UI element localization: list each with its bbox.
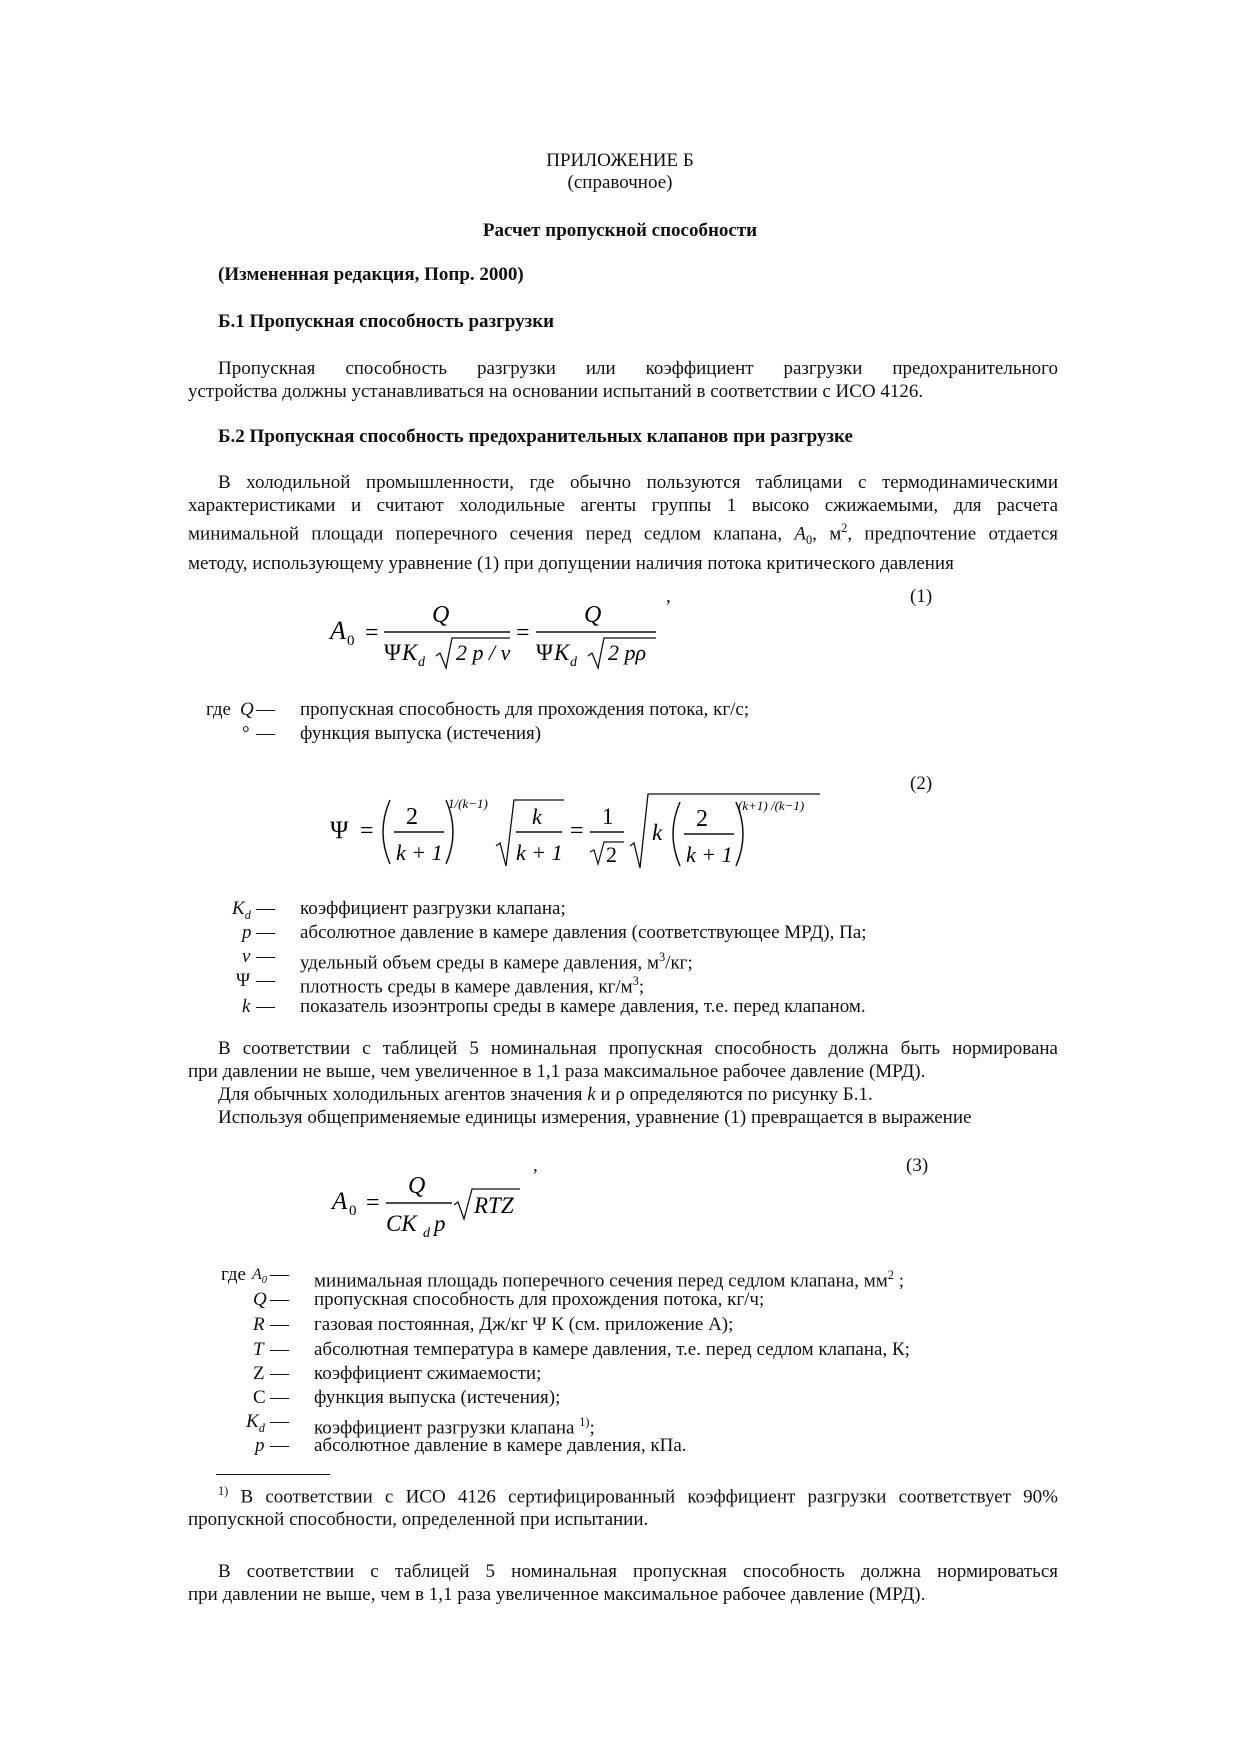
eq2-kp1-3: k + 1 bbox=[686, 842, 733, 867]
b2-line-3: минимальной площади поперечного сечения перед седлом клапана, $A_0$, $м^2$, предпочтение отдается bbox=[188, 521, 1058, 548]
def1-row-q: где Q — пропускная способность для прохождения потока, кг/с; bbox=[206, 699, 750, 720]
eq2-two-1: 2 bbox=[406, 804, 418, 830]
eq1-num-2: Q bbox=[584, 602, 602, 628]
b1-line-2: устройства должны устанавливаться на основании испытаний в соответствии с ИСО 4126. bbox=[188, 381, 924, 402]
eq2-sqrt2: 2 bbox=[606, 842, 617, 867]
def1-row-psi: ° — функция выпуска (истечения) bbox=[242, 723, 542, 744]
mid-p1-line-1: В соответствии с таблицей 5 номинальная пропускная способность должна быть нормирована bbox=[218, 1038, 1058, 1059]
eq2-eq-1: = bbox=[360, 818, 374, 844]
def3-row-z: Z — коэффициент сжимаемости; bbox=[253, 1363, 542, 1384]
eq2-exp-2: (k+1) /(k−1) bbox=[738, 798, 805, 813]
eq1-psi-2: Ψ bbox=[536, 640, 553, 665]
mid-p1-line-2: при давлении не выше, чем увеличенное в 1,1 раза максимальное рабочее давление (МРД). bbox=[188, 1061, 926, 1082]
def2-row-k: k — показатель изоэнтропы среды в камере давления, т.е. перед клапаном. bbox=[242, 996, 866, 1017]
eq1-k-2: K bbox=[554, 640, 570, 665]
footnote bbox=[188, 1480, 1058, 1531]
appendix-title: Расчет пропускной способности bbox=[482, 220, 758, 241]
eq1-comma: , bbox=[666, 586, 671, 607]
eq2-two-2: 2 bbox=[696, 806, 708, 832]
eq3-number: (3) bbox=[906, 1155, 929, 1176]
eq2-lhs: Ψ bbox=[330, 817, 349, 844]
eq2-kp1-2: k + 1 bbox=[516, 840, 563, 865]
section-b2-heading: Б.2 Пропускная способность предохранительных клапанов при разгрузке bbox=[218, 426, 853, 447]
def3-row-a0: где $A_0$ — минимальная площадь поперечного сечения перед седлом клапана, $мм^2$ ; bbox=[221, 1264, 904, 1292]
def3-row-t: T — абсолютная температура в камере давления, т.е. перед седлом клапана, К; bbox=[253, 1339, 910, 1360]
mid-p2: Для обычных холодильных агентов значения k и ρ определяются по рисунку Б.1. bbox=[218, 1084, 873, 1105]
revision-note: (Измененная редакция, Попр. 2000) bbox=[218, 264, 524, 285]
eq1-k-1: K bbox=[402, 640, 418, 665]
def3-row-r: R — газовая постоянная, Дж/кг Ψ К (см. приложение А); bbox=[253, 1314, 734, 1335]
eq1-eq-2: = bbox=[516, 620, 530, 646]
eq3-den: CK bbox=[386, 1211, 417, 1236]
appendix-note: (справочное) bbox=[567, 172, 673, 193]
def2-row-kd: $K_d$ — коэффициент разгрузки клапана; bbox=[232, 898, 566, 922]
eq1-d-1: d bbox=[418, 655, 425, 670]
eq2-lparen-1 bbox=[383, 800, 390, 864]
eq3-eq: = bbox=[366, 1190, 380, 1216]
middle-paragraphs bbox=[188, 1037, 1058, 1129]
b1-line-1: Пропускная способность разгрузки или коэффициент разгрузки предохранительного bbox=[218, 358, 1058, 379]
def3-row-kd: $K_d$ — коэффициент разгрузки клапана $^{1)}$; bbox=[246, 1411, 595, 1439]
eq1-rad-1: 2 p / v bbox=[456, 640, 511, 665]
b2-line-4: методу, использующему уравнение (1) при допущении наличия потока критического давления bbox=[188, 553, 954, 575]
eq3-comma: , bbox=[533, 1155, 538, 1176]
final-line-1: В соответствии с таблицей 5 номинальная пропускная способность должна нормироваться bbox=[218, 1561, 1058, 1582]
final-paragraph bbox=[188, 1560, 1058, 1606]
eq2-exp-1: 1/(k−1) bbox=[448, 796, 488, 811]
equation-2 bbox=[320, 780, 840, 880]
section-b1-paragraph bbox=[188, 357, 1058, 403]
def3-row-c: С — функция выпуска (истечения); bbox=[253, 1387, 561, 1408]
eq3-lhs-sub: 0 bbox=[349, 1203, 357, 1219]
eq3-num: Q bbox=[408, 1173, 426, 1199]
eq1-lhs-sub: 0 bbox=[347, 633, 355, 649]
def3-row-q: Q — пропускная способность для прохождения потока, кг/ч; bbox=[253, 1289, 765, 1310]
eq1-d-2: d bbox=[570, 655, 577, 670]
mid-p3: Используя общеприменяемые единицы измерения, уравнение (1) превращается в выражение bbox=[218, 1107, 972, 1128]
eq2-k-2: k bbox=[652, 820, 663, 845]
section-b1-heading: Б.1 Пропускная способность разгрузки bbox=[218, 311, 555, 332]
eq2-kp1-1: k + 1 bbox=[396, 840, 443, 865]
appendix-label: ПРИЛОЖЕНИЕ Б bbox=[546, 150, 694, 171]
def2-row-rho: Ψ — плотность среды в камере давления, $кг/м^3$; bbox=[236, 970, 645, 998]
eq2-lparen-2 bbox=[673, 802, 680, 866]
section-b2-paragraph bbox=[188, 471, 1058, 575]
eq1-num-1: Q bbox=[432, 602, 450, 628]
eq1-psi-1: Ψ bbox=[384, 640, 401, 665]
eq1-number: (1) bbox=[910, 586, 933, 607]
def3-row-p: p — абсолютное давление в камере давления, кПа. bbox=[255, 1435, 687, 1456]
footnote-separator bbox=[216, 1474, 330, 1475]
def2-row-v: v — удельный объем среды в камере давления, $м^3/кг$; bbox=[242, 946, 693, 974]
eq1-eq-1: = bbox=[365, 620, 379, 646]
footnote-line-1: $^{1)}$ В соответствии с ИСО 4126 сертифицированный коэффициент разгрузки соответствует 90% bbox=[218, 1484, 1058, 1508]
equation-1 bbox=[320, 596, 680, 686]
def2-row-p: p — абсолютное давление в камере давления (соответствующее МРД), Па; bbox=[242, 922, 867, 943]
eq3-lhs: A bbox=[332, 1188, 348, 1215]
eq2-eq-2: = bbox=[570, 818, 584, 844]
equation-3 bbox=[320, 1165, 540, 1255]
eq2-one: 1 bbox=[602, 804, 614, 829]
eq3-rad: RTZ bbox=[474, 1193, 514, 1218]
eq3-den-sub: d bbox=[423, 1226, 430, 1241]
eq1-rad-2: 2 pρ bbox=[608, 640, 647, 665]
eq2-k: k bbox=[532, 804, 542, 829]
eq2-number: (2) bbox=[910, 773, 933, 794]
footnote-line-2: пропускной способности, определенной при испытании. bbox=[188, 1509, 649, 1531]
final-line-2: при давлении не выше, чем в 1,1 раза увеличенное максимальное рабочее давление (МРД). bbox=[188, 1584, 926, 1605]
b2-line-2: характеристиками и считают холодильные агенты группы 1 высоко сжижаемыми, для расчета bbox=[188, 495, 1058, 516]
eq1-lhs: A bbox=[330, 616, 346, 645]
eq3-den-p: p bbox=[434, 1211, 446, 1236]
b2-line-1: В холодильной промышленности, где обычно пользуются таблицами с термодинамическими bbox=[218, 472, 1058, 493]
